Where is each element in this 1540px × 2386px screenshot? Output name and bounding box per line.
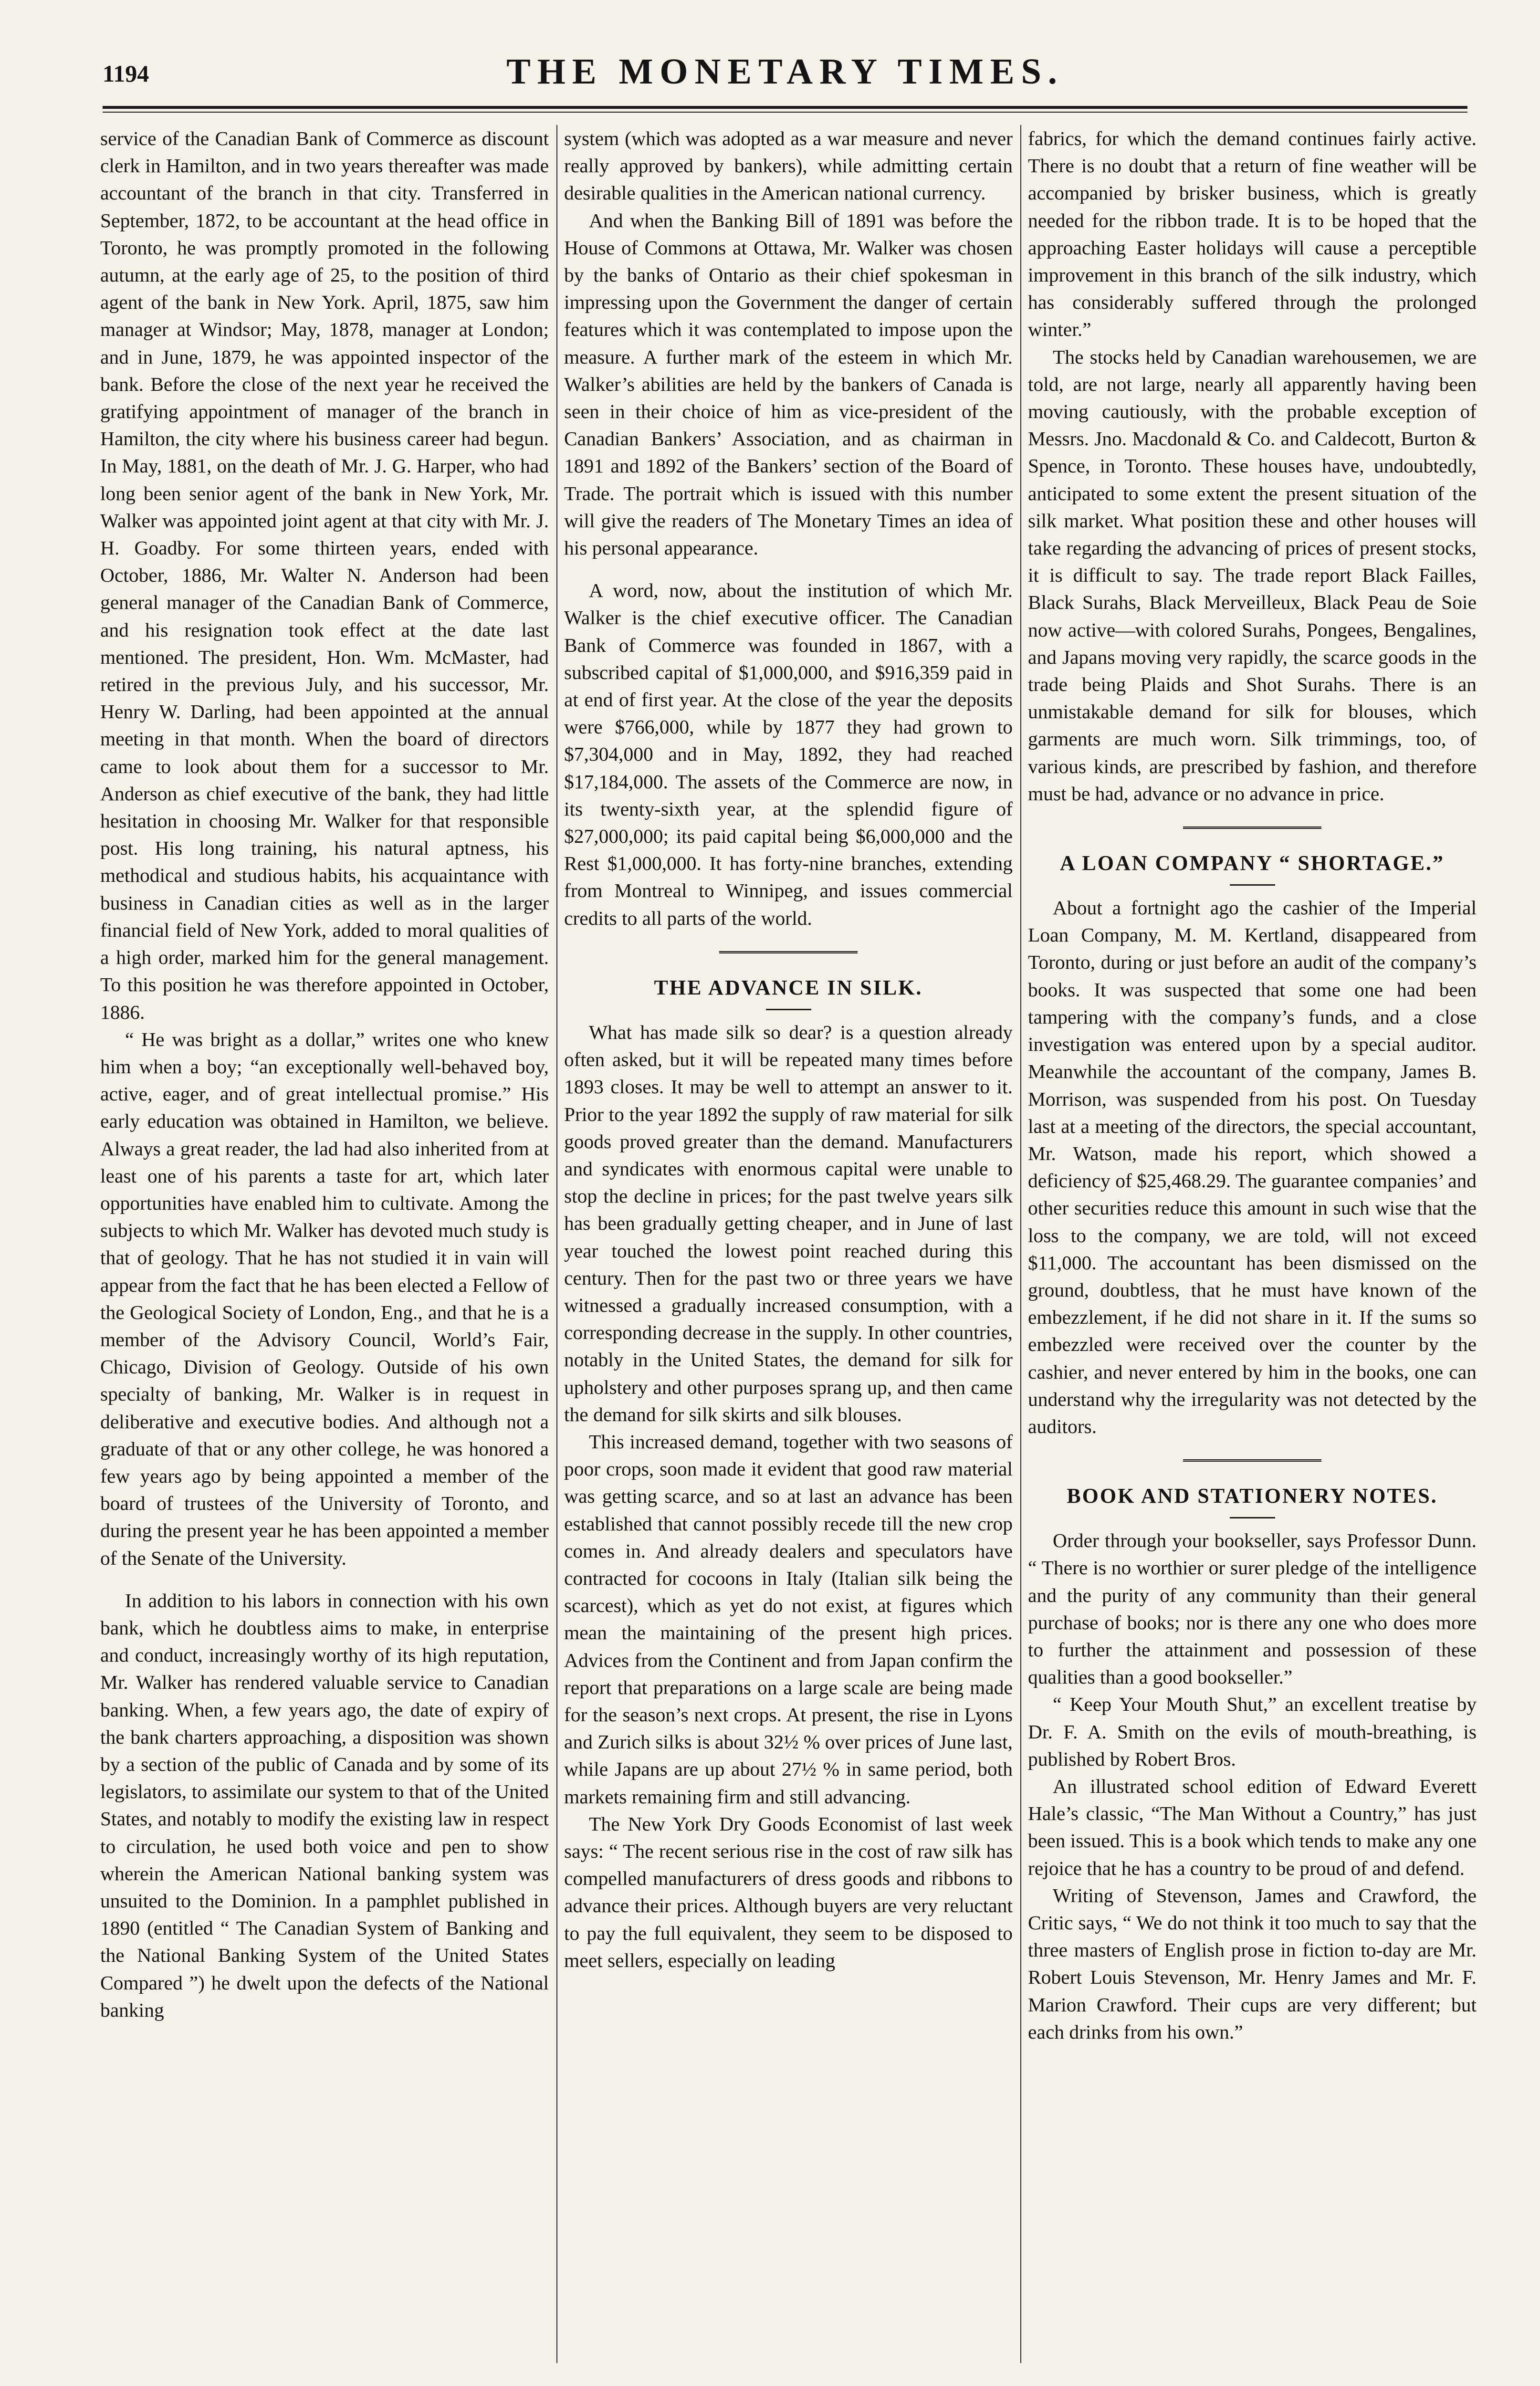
page-number: 1194	[103, 60, 149, 87]
article-paragraph: The stocks held by Canadian warehousemen, we are told, are not large, nearly all apparently having been moving cautiously, with the probable exception of Messrs. Jno. Macdonald & Co. and Caldecott, Burton & Spence, in Toronto. These houses have, undoubtedly, anticipated to some extent the present situation of the silk market. What position these and other houses will take regarding the advancing of prices of present stocks, it is difficult to say. The trade report Black Failles, Black Surahs, Black Merveilleux, Black Peau de Soie now active—with colored Surahs, Pongees, Bengalines, and Japans moving very rapidly, the scarce goods in the trade being Plaids and Shot Surahs. There is an unmistakable demand for silk for blouses, which garments are much worn. Silk trimmings, too, of various kinds, are prescribed by fashion, and therefore must be had, advance or no advance in price.	[1028, 345, 1477, 805]
article-column-2	[564, 125, 1013, 2377]
header-rule	[103, 106, 1467, 109]
article-paragraph: In addition to his labors in connection with his own bank, which he doubtless aims to make, in enterprise and conduct, increasingly worthy of its high reputation, Mr. Walker has rendered valuable service to Canadian banking. When, a few years ago, the date of expiry of the bank charters approaching, a disposition was shown by a section of the public of Canada and by some of its legislators, to assimilate our system to that of the United States, and notably to modify the existing law in respect to circulation, he used both voice and pen to show wherein the American National banking system was unsuited to the Dominion. In a pamphlet published in 1890 (entitled “ The Canadian System of Banking and the National Banking System of the United States Compared ”) he dwelt upon the defects of the National banking	[100, 1589, 549, 2021]
article-paragraph: Writing of Stevenson, James and Crawford, the Critic says, “ We do not think it too much to say that the three masters of English prose in fiction to-day are Mr. Robert Louis Stevenson, Mr. Henry James and Mr. F. Marion Crawford. Their cups are very different; but each drinks from his own.”	[1028, 1884, 1477, 2043]
section-heading: BOOK AND STATIONERY NOTES.	[1067, 1484, 1438, 1508]
section-separator	[1028, 1440, 1477, 1482]
article-paragraph: An illustrated school edition of Edward Everett Hale’s classic, “The Man Without a Country,” has just been issued. This is a book which tends to make any one rejoice that he has a country to be proud of and defend.	[1028, 1775, 1477, 1879]
article-paragraph: And when the Banking Bill of 1891 was before the House of Commons at Ottawa, Mr. Walker was chosen by the banks of Ontario as their chief spokesman in impressing upon the Government the danger of certain features which it was contemplated to impose upon the measure. A further mark of the esteem in which Mr. Walker’s abilities are held by the bankers of Canada is seen in their choice of him as vice-president of the Canadian Bankers’ Association, and as chairman in 1891 and 1892 of the Bankers’ section of the Board of Trade. The portrait which is issued with this number will give the readers of The Monetary Times an idea of his personal appearance.	[564, 209, 1013, 559]
article-paragraph: Order through your bookseller, says Professor Dunn. “ There is no worthier or surer pledge of the intelligence and the purity of any community than their general purchase of books; nor is there any one who does more to further the attainment and possession of these qualities than a good bookseller.”	[1028, 1529, 1477, 1688]
section-separator	[1028, 807, 1477, 849]
article-paragraph: This increased demand, together with two seasons of poor crops, soon made it evident that good raw material was getting scarce, and so at last an advance has been established that cannot possibly recede till the new crop comes in. And already dealers and speculators have contracted for cocoons in Italy (Italian silk being the scarcest), which as yet do not exist, at figures which mean the maintaining of the present high prices. Advices from the Continent and from Japan confirm the report that preparations on a large scale are being made for the season’s next crops. At present, the rise in Lyons and Zurich silks is about 32½ % over prices of June last, while Japans are up about 27½ % in same period, both markets remaining firm and still advancing.	[564, 1430, 1013, 1808]
article-paragraph: What has made silk so dear? is a question already often asked, but it will be repeated many times before 1893 closes. It may be well to attempt an answer to it. Prior to the year 1892 the supply of raw material for silk goods proved greater than the demand. Manufacturers and syndicates with enormous capital were unable to stop the decline in prices; for the past twelve years silk has been gradually getting cheaper, and in June of last year touched the lowest point reached during this century. Then for the past two or three years we have witnessed a gradually increased consumption, with a corresponding decrease in the supply. In other countries, notably in the United States, the demand for silk for upholstery and other purposes sprang up, and then came the demand for silk skirts and silk blouses.	[564, 1021, 1013, 1425]
column-divider	[556, 125, 557, 2363]
heading-dash	[1230, 884, 1275, 886]
column-divider	[1020, 125, 1021, 2363]
article-paragraph: “ Keep Your Mouth Shut,” an excellent treatise by Dr. F. A. Smith on the evils of mouth-breathing, is published by Robert Bros.	[1028, 1693, 1477, 1770]
article-paragraph: fabrics, for which the demand continues fairly active. There is no doubt that a return of fine weather will be accompanied by brisker business, which is greatly needed for the ribbon trade. It is to be hoped that the approaching Easter holidays will cause a perceptible improvement in this branch of the silk industry, which has considerably suffered through the prolonged winter.”	[1028, 127, 1477, 341]
heading-dash	[766, 1009, 811, 1010]
double-rule	[719, 951, 858, 953]
page-header	[103, 45, 1467, 93]
article-paragraph: service of the Canadian Bank of Commerce as discount clerk in Hamilton, and in two years thereafter was made accountant of the branch in that city. Transferred in September, 1872, to be accountant at the head office in Toronto, he was promptly promoted in the following autumn, at the early age of 25, to the position of third agent of the bank in New York. April, 1875, saw him manager at Windsor; May, 1878, manager at London; and in June, 1879, he was appointed inspector of the bank. Before the close of the next year he received the gratifying appointment of manager of the branch in Hamilton, the city where his business career had begun. In May, 1881, on the death of Mr. J. G. Harper, who had long been senior agent of the bank in New York, Mr. Walker was appointed joint agent at that city with Mr. J. H. Goadby. For some thirteen years, ended with October, 1886, Mr. Walter N. Anderson had been general manager of the Canadian Bank of Commerce, and his resignation took effect at the date last mentioned. The president, Hon. Wm. McMaster, had retired in the previous July, and his successor, Mr. Henry W. Darling, had been appointed at the annual meeting in that month. When the board of directors came to look about them for a successor to Mr. Anderson as chief executive of the bank, they had little hesitation in choosing Mr. Walker for that responsible post. His long training, his natural aptness, his methodical and studious habits, his acquaintance with business in Canadian cities as well as in the larger financial field of New York, added to moral qualities of a high order, marked him for the general management. To this position he was therefore appointed in October, 1886.	[100, 127, 549, 1023]
section-heading: A LOAN COMPANY “ SHORTAGE.”	[1060, 851, 1445, 875]
double-rule	[1183, 1459, 1321, 1462]
heading-dash	[1230, 1517, 1275, 1518]
header-rule-thin	[103, 112, 1467, 113]
section-separator	[564, 932, 1013, 973]
section-heading: THE ADVANCE IN SILK.	[654, 975, 923, 999]
article-column-1	[100, 125, 549, 2377]
double-rule	[1183, 827, 1321, 829]
article-column-3	[1028, 125, 1477, 2377]
article-paragraph: The New York Dry Goods Economist of last week says: “ The recent serious rise in the cost of raw silk has compelled manufacturers of dress goods and ribbons to advance their prices. Although buyers are very reluctant to pay the full equivalent, they seem to be disposed to meet sellers, especially on leading	[564, 1812, 1013, 1971]
masthead-title: THE MONETARY TIMES.	[506, 52, 1064, 92]
article-paragraph: “ He was bright as a dollar,” writes one who knew him when a boy; “an exceptionally well-behaved boy, active, eager, and of great intellectual promise.” His early education was obtained in Hamilton, we believe. Always a great reader, the lad had also inherited from at least one of his parents a taste for art, which later opportunities have enabled him to cultivate. Among the subjects to which Mr. Walker has devoted much study is that of geology. That he has not studied it in vain will appear from the fact that he has been elected a Fellow of the Geological Society of London, Eng., and that he is a member of the Advisory Council, World’s Fair, Chicago, Division of Geology. Outside of his own specialty of banking, Mr. Walker is in request in deliberative and executive bodies. And although not a graduate of that or any other college, he was honored a few years ago by being appointed a member of the board of trustees of the University of Toronto, and during the present year he has been appointed a member of the Senate of the University.	[100, 1028, 549, 1569]
article-paragraph: About a fortnight ago the cashier of the Imperial Loan Company, M. M. Kertland, disappeared from Toronto, during or just before an audit of the company’s books. It was suspected that some one had been tampering with the company’s funds, and a close investigation was entered upon by a special auditor. Meanwhile the accountant of the company, James B. Morrison, was suspended from his post. On Tuesday last at a meeting of the directors, the special accountant, Mr. Watson, made his report, which showed a deficiency of $25,468.29. The guarantee companies’ and other securities reduce this amount in such wise that the loss to the company, we are told, will not exceed $11,000. The accountant has been dismissed on the ground, doubtless, that he must have known of the embezzlement, if he did not share in it. If the sums so embezzled were received over the counter by the cashier, and never entered by him in the books, one can understand why the irregularity was not detected by the auditors.	[1028, 897, 1477, 1437]
article-paragraph: system (which was adopted as a war measure and never really approved by bankers), while admitting certain desirable qualities in the American national currency.	[564, 127, 1013, 204]
article-paragraph: A word, now, about the institution of which Mr. Walker is the chief executive officer. The Canadian Bank of Commerce was founded in 1867, with a subscribed capital of $1,000,000, and $916,359 paid in at end of first year. At the close of the year the deposits were $766,000, while by 1877 they had grown to $7,304,000 and in May, 1892, they had reached $17,184,000. The assets of the Commerce are now, in its twenty-sixth year, at the splendid figure of $27,000,000; its paid capital being $6,000,000 and the Rest $1,000,000. It has forty-nine branches, extending from Montreal to Winnipeg, and issues commercial credits to all parts of the world.	[564, 579, 1013, 929]
